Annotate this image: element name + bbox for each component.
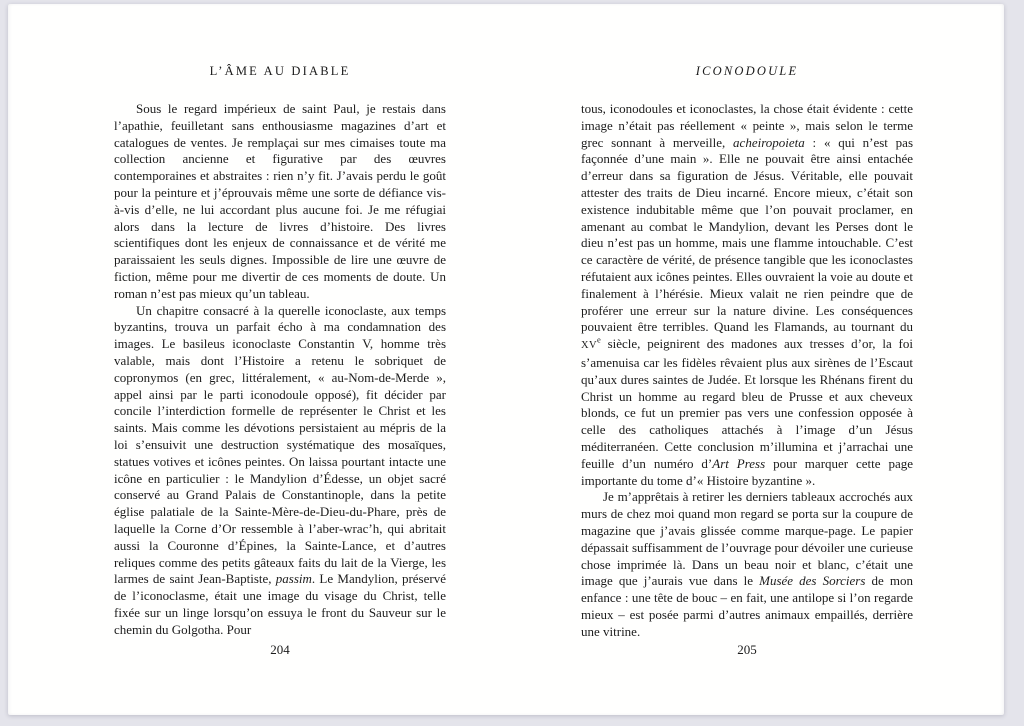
left-running-head: L’ÂME AU DIABLE xyxy=(209,64,351,78)
text-segment-italic: Art Press xyxy=(712,455,766,471)
right-page-body xyxy=(581,101,913,641)
text-segment: siècle, peignirent des madones aux tresses d’or, la foi s’amenuisa car les fidèles rêvaient plus aux sirènes de l’Escaut qu’aux dures saintes de Judée. Et lorsque les Rhénans firent du Christ un homme au regard bleu de Prusse et aux cheveux blonds, ce fut un premier pas vers une confession opposée à celle des catholiques attachés à l’image d’un Jésus méditerranéen. Cette conclusion m’illumina et j’arrachai une feuille d’un numéro d’ xyxy=(581,336,913,471)
text-segment: pour marquer cette page importante du tome d’« Histoire byzantine ». xyxy=(581,455,913,488)
paragraph xyxy=(114,303,446,639)
left-page-number: 204 xyxy=(270,642,290,657)
paragraph xyxy=(581,489,913,640)
right-page-number: 205 xyxy=(737,642,757,657)
paragraph xyxy=(114,101,446,303)
right-page xyxy=(581,64,913,641)
text-segment: Sous le regard impérieux de saint Paul, je restais dans l’apathie, feuilletant sans enthousiasme magazines d’art et catalogues de ventes. Je remplaçai sur mes cimaises toute ma collection ancienne et figurative par des œuvres contemporaines et abstraites : rien n’y fit. J’avais perdu le goût pour la peinture et j’éprouvais même une sorte de défiance vis-à-vis d’elle, ne lui accordant plus aucune foi. Je me réfugiai alors dans la lecture de livres d’histoire. Des livres scientifiques dont les enjeux de connaissance et de vérité me paraissaient les seuls dignes. Impossible de lire une œuvre de fiction, même pour me divertir de ces moments de doute. Un roman n’est pas mieux qu’un tableau. xyxy=(114,101,446,301)
text-segment-sup: e xyxy=(596,334,601,345)
text-segment-sc: XV xyxy=(581,340,597,352)
text-segment-italic: Musée des Sorciers xyxy=(759,573,866,589)
left-page xyxy=(114,64,446,639)
text-segment: tous, iconodoules et iconoclastes, la chose était évidente : cette image n’était pas réellement « peinte », mais selon le terme grec sonnant à merveille, xyxy=(581,101,913,150)
text-segment: de mon enfance : une tête de bouc – en fait, une antilope si l’on regarde mieux – est posée parmi d’autres animaux empaillés, derrière une vitrine. xyxy=(581,573,913,639)
book-page-spread xyxy=(8,4,1004,715)
text-segment-italic: passim xyxy=(275,571,312,587)
text-segment: . Le Mandylion, préservé de l’iconoclasme, était une image du visage du Christ, telle fixée sur un linge lorsqu’on essuya le front du Sauveur sur le chemin du Golgotha. Pour xyxy=(114,571,446,637)
text-segment: Un chapitre consacré à la querelle iconoclaste, aux temps byzantins, trouva un parfait écho à ma condamnation des images. Le basileus iconoclaste Constantin V, homme très valable, mais dont l’Histoire a retenu le sobriquet de copronymos (en grec, littéralement, « au-Nom-de-Merde », appel ainsi par le parti iconodoule opposé), fit décider par concile l’interdiction formelle de représenter le Christ et les saints. Mais comme les dévotions persistaient au mépris de la loi s’ensuivit une destruction systématique des mosaïques, statues votives et icônes peintes. On laissa pourtant intacte une icône en particulier : le Mandylion d’Édesse, un objet sacré conservé au Grand Palais de Constantinople, dans la petite église palatiale de la Sainte-Mère-de-Dieu-du-Phare, près de laquelle la Corne d’Or ressemble à l’aber-wrac’h, qui abritait aussi la Couronne d’Épines, la Sainte-Lance, et d’autres reliques comme des petits gâteaux faits du lait de la Vierge, les larmes de saint Jean-Baptiste, xyxy=(114,302,446,587)
text-segment-italic: acheiropoieta xyxy=(733,134,805,150)
right-running-head: ICONODOULE xyxy=(695,64,799,78)
left-page-body xyxy=(114,101,446,639)
text-segment: Je m’apprêtais à retirer les derniers tableaux accrochés aux murs de chez moi quand mon regard se porta sur la coupure de magazine que j’avais glissée comme marque-page. Le papier dépassait suffisamment de l’ouvrage pour dévoiler une curieuse chose imprimée là. Dans un beau noir et blanc, c’était une image que j’aurais vue dans le xyxy=(581,489,913,589)
paragraph xyxy=(581,101,913,489)
text-segment: : « qui n’est pas façonnée d’une main ». Elle ne pouvait être ainsi entachée d’erreur dans sa figuration de Jésus. Véritable, elle pouvait attester des traits de Dieu incarné. Encore mieux, c’était son existence indubitable même que l’on pouvait proclamer, en amenant au combat le Mandylion, devant les Perses dont le dieu n’est pas un homme, mais une flamme intouchable. C’est ce caractère de vérité, de présence tangible que les iconoclastes réfutaient aux icônes peintes. Elles ouvraient la voie au doute et finalement à l’hérésie. Mieux valait ne rien peindre que de proférer une erreur sur la nature divine. Les conséquences pouvaient être terribles. Quand les Flamands, au tournant du xyxy=(581,134,913,335)
